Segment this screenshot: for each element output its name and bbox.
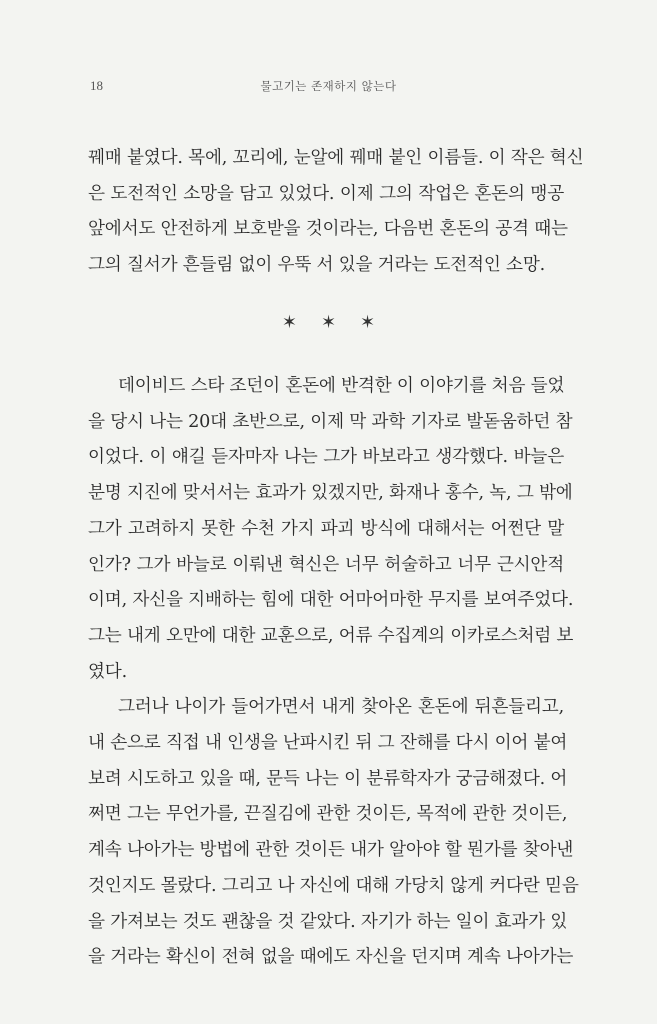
running-title: 물고기는 존재하지 않는다: [260, 79, 397, 93]
section-break: [0, 312, 657, 333]
text-line: 은 도전적인 소망을 담고 있었다. 이제 그의 작업은 혼돈의 맹공: [88, 183, 564, 204]
text-line: 쩌면 그는 무언가를, 끈질김에 관한 것이든, 목적에 관한 것이든,: [88, 804, 568, 825]
asterism-star-icon: ✶: [281, 312, 321, 333]
text-block-main: [88, 369, 579, 976]
text-line: 분명 지진에 맞서서는 효과가 있겠지만, 화재나 홍수, 녹, 그 밖에: [88, 483, 573, 504]
text-line: 인가? 그가 바늘로 이뤄낸 혁신은 너무 허술하고 너무 근시안적: [88, 554, 564, 575]
page-number: 18: [90, 78, 103, 93]
asterism-star-icon: ✶: [320, 312, 361, 333]
text-line: 계속 나아가는 방법에 관한 것이든 내가 알아야 할 뭔가를 찾아낸: [88, 840, 574, 861]
text-block-opening: [88, 141, 584, 284]
text-line: 을 가져보는 것도 괜찮을 것 같았다. 자기가 하는 일이 효과가 있: [88, 911, 568, 932]
text-line: 이었다. 이 얘길 듣자마자 나는 그가 바보라고 생각했다. 바늘은: [88, 447, 564, 468]
text-line: 그러나 나이가 들어가면서 내게 찾아온 혼돈에 뒤흔들리고,: [118, 697, 564, 718]
text-line: 을 당시 나는 20대 초반으로, 이제 막 과학 기자로 발돋움하던 참: [88, 411, 573, 432]
asterism-star-icon: ✶: [360, 312, 400, 333]
text-line: 앞에서도 안전하게 보호받을 것이라는, 다음번 혼돈의 공격 때는: [88, 219, 568, 240]
text-line: 그는 내게 오만에 대한 교훈으로, 어류 수집계의 이카로스처럼 보: [88, 625, 574, 646]
text-line: 이며, 자신을 지배하는 힘에 대한 어마어마한 무지를 보여주었다.: [88, 590, 574, 611]
text-line: 그가 고려하지 못한 수천 가지 파괴 방식에 대해서는 어쩐단 말: [88, 518, 564, 539]
text-line: 내 손으로 직접 내 인생을 난파시킨 뒤 그 잔해를 다시 이어 붙여: [88, 733, 568, 754]
text-line: 꿰매 붙였다. 목에, 꼬리에, 눈알에 꿰매 붙인 이름들. 이 작은 혁신: [88, 148, 584, 168]
text-line: 였다.: [88, 661, 127, 682]
text-line: 을 거라는 확신이 전혀 없을 때에도 자신을 던지며 계속 나아가는: [88, 947, 574, 968]
text-line: 보려 시도하고 있을 때, 문득 나는 이 분류학자가 궁금해졌다. 어: [88, 768, 568, 789]
text-line: 그의 질서가 흔들림 없이 우뚝 서 있을 거라는 도전적인 소망.: [88, 255, 546, 276]
text-line: 데이비드 스타 조던이 혼돈에 반격한 이 이야기를 처음 들었: [118, 376, 565, 396]
page-header: [90, 78, 567, 98]
text-line: 것인지도 몰랐다. 그리고 나 자신에 대해 가당치 않게 커다란 믿음: [88, 875, 579, 896]
